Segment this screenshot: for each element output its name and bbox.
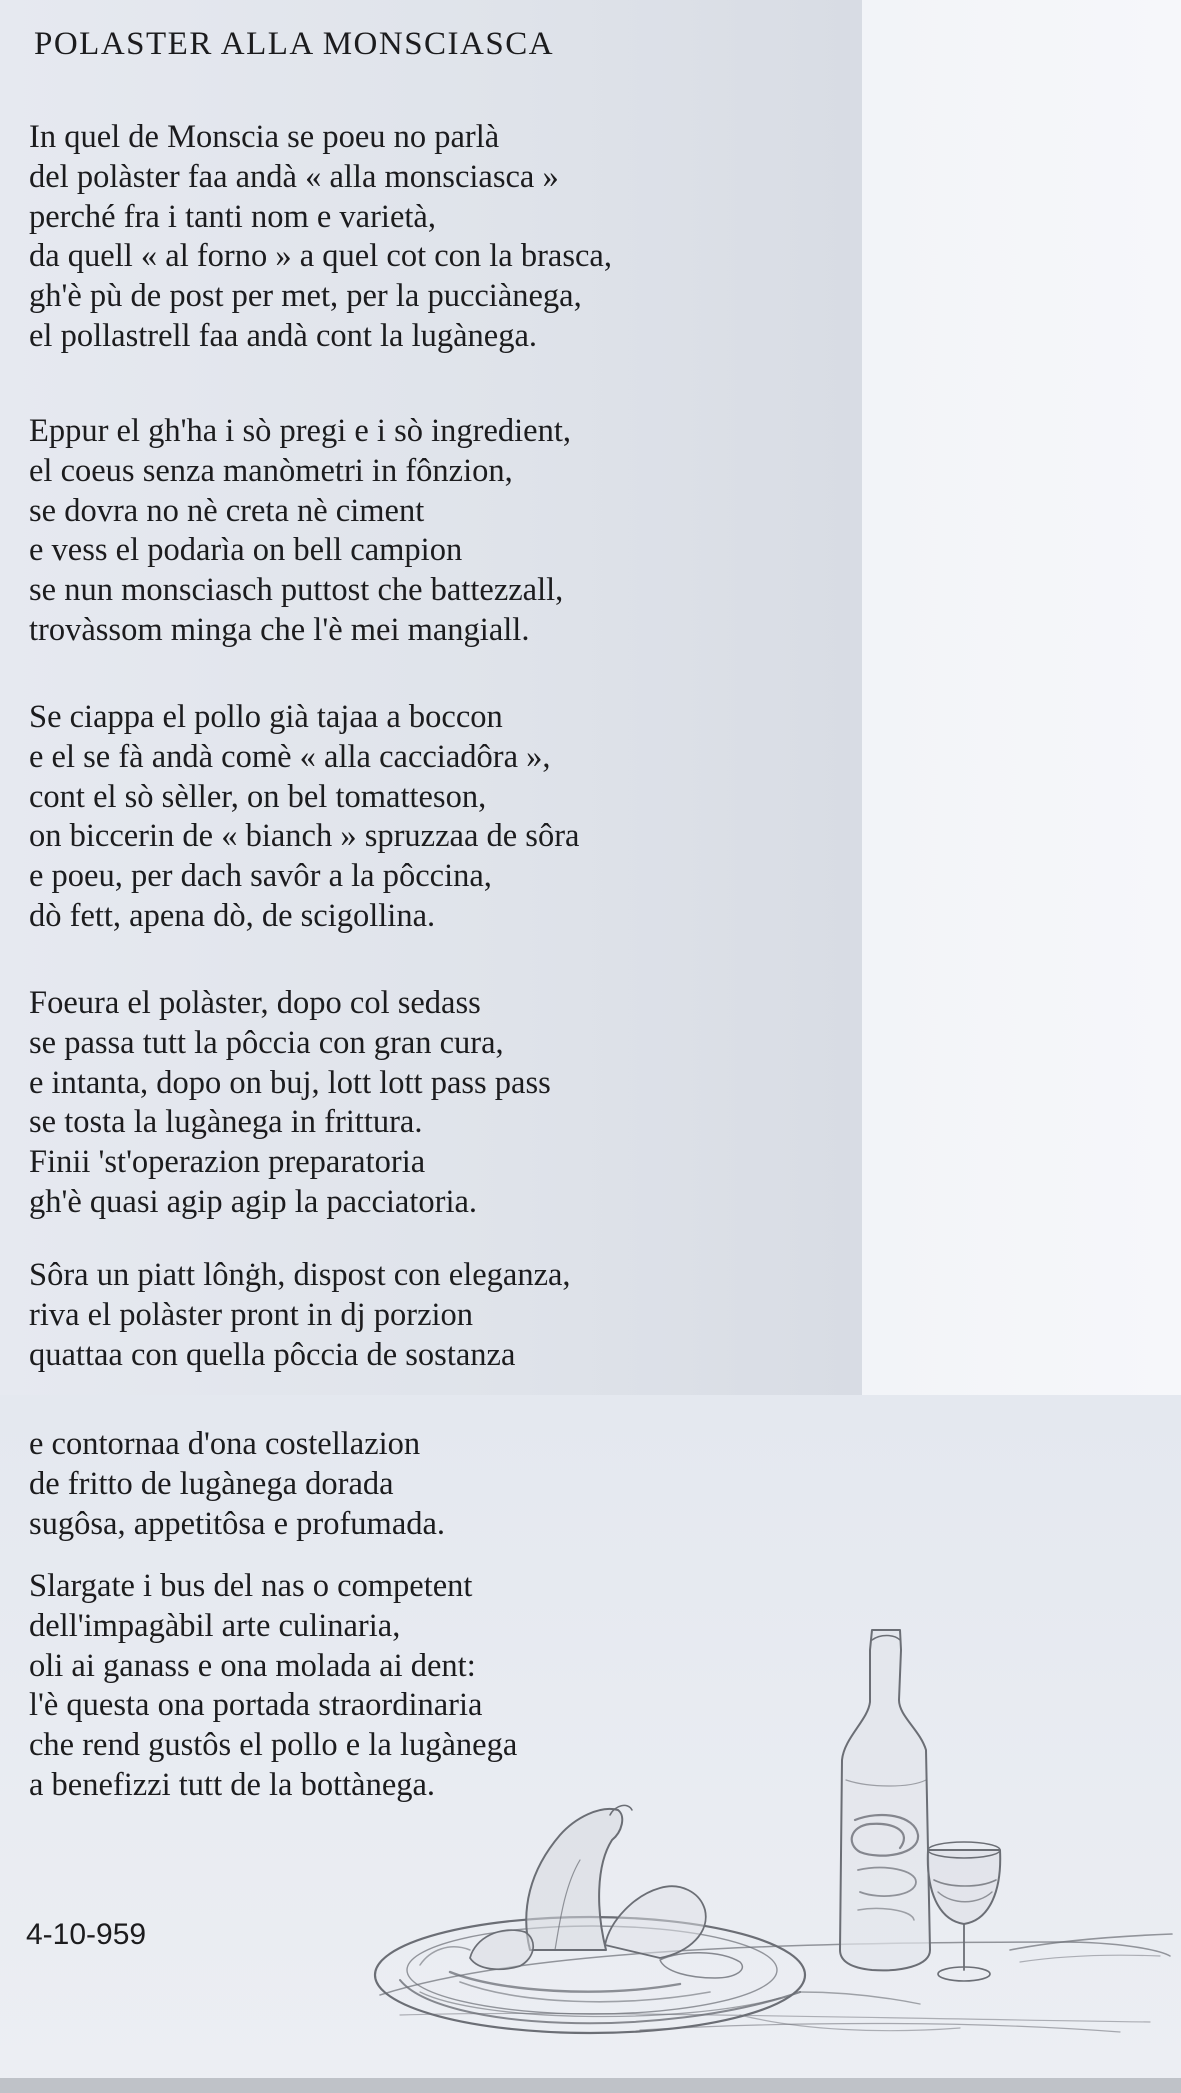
poem-line: gh'è quasi agip agip la pacciatoria. xyxy=(29,1183,478,1220)
poem-line: e vess el podarìa on bell campion xyxy=(29,532,463,569)
poem-line: cont el sò sèller, on bel tomatteson, xyxy=(29,778,487,815)
poem-line: l'è questa ona portada straordinaria xyxy=(29,1687,483,1724)
poem-line: e intanta, dopo on buj, lott lott pass pass xyxy=(29,1064,551,1101)
poem-line: se passa tutt la pôccia con gran cura, xyxy=(29,1024,504,1061)
poem-line: gh'è pù de post per met, per la pucciànega, xyxy=(29,278,582,315)
poem-line: Foeura el polàster, dopo col sedass xyxy=(29,985,481,1021)
poem-line: se dovra no nè creta nè ciment xyxy=(29,492,425,529)
poem-line: Eppur el gh'ha i sò pregi e i sò ingredient, xyxy=(29,413,571,449)
stanza-4 xyxy=(29,984,551,1223)
poem-line: In quel de Monscia se poeu no parlà xyxy=(29,119,500,155)
poem-line: Se ciappa el pollo già tajaa a boccon xyxy=(29,699,503,735)
poem-line: quattaa con quella pôccia de sostanza xyxy=(29,1336,516,1373)
poem-line: e poeu, per dach savôr a la pôccina, xyxy=(29,858,492,895)
poem-line: perché fra i tanti nom e varietà, xyxy=(29,198,436,235)
poem-line: trovàssom minga che l'è mei mangiall. xyxy=(29,611,530,648)
poem-line: de fritto de lugànega dorada xyxy=(29,1465,394,1502)
stanza-1 xyxy=(29,118,612,357)
poem-line: Slargate i bus del nas o competent xyxy=(29,1568,473,1604)
stanza-3 xyxy=(29,698,579,937)
stanza-5 xyxy=(29,1256,571,1375)
poem-line: dell'impagàbil arte culinaria, xyxy=(29,1607,401,1644)
poem-line: sugôsa, appetitôsa e profumada. xyxy=(29,1505,446,1542)
poem-line: del polàster faa andà « alla monsciasca » xyxy=(29,158,559,195)
poem-line: Sôra un piatt lônġh, dispost con eleganza, xyxy=(29,1257,571,1293)
stanza-6 xyxy=(29,1425,445,1544)
stanza-2 xyxy=(29,412,571,651)
poem-line: e el se fà andà comè « alla cacciadôra », xyxy=(29,738,551,775)
poem-line: riva el polàster pront in dj porzion xyxy=(29,1296,474,1333)
poem-line: on biccerin de « bianch » spruzzaa de sôra xyxy=(29,818,580,855)
light-margin-panel xyxy=(862,0,1181,1415)
poem-title: POLASTER ALLA MONSCIASCA xyxy=(34,26,555,62)
poem-line: se tosta la lugànega in frittura. xyxy=(29,1104,423,1141)
poem-line: el coeus senza manòmetri in fônzion, xyxy=(29,452,513,489)
poem-date: 4-10-959 xyxy=(26,1918,147,1951)
poem-line: dò fett, apena dò, de scigollina. xyxy=(29,897,436,934)
poem-line: a benefizzi tutt de la bottànega. xyxy=(29,1766,436,1803)
poem-line: e contornaa d'ona costellazion xyxy=(29,1426,421,1462)
poem-line: da quell « al forno » a quel cot con la brasca, xyxy=(29,238,612,275)
poem-line: che rend gustôs el pollo e la lugànega xyxy=(29,1727,518,1764)
scan-bottom-edge xyxy=(0,2078,1181,2093)
still-life-sketch-icon xyxy=(360,1620,1180,2080)
poem-line: el pollastrell faa andà cont la lugànega. xyxy=(29,317,538,354)
poem-line: oli ai ganass e ona molada ai dent: xyxy=(29,1647,476,1684)
poem-line: Finii 'st'operazion preparatoria xyxy=(29,1144,426,1181)
poem-line: se nun monsciasch puttost che battezzall, xyxy=(29,572,564,609)
